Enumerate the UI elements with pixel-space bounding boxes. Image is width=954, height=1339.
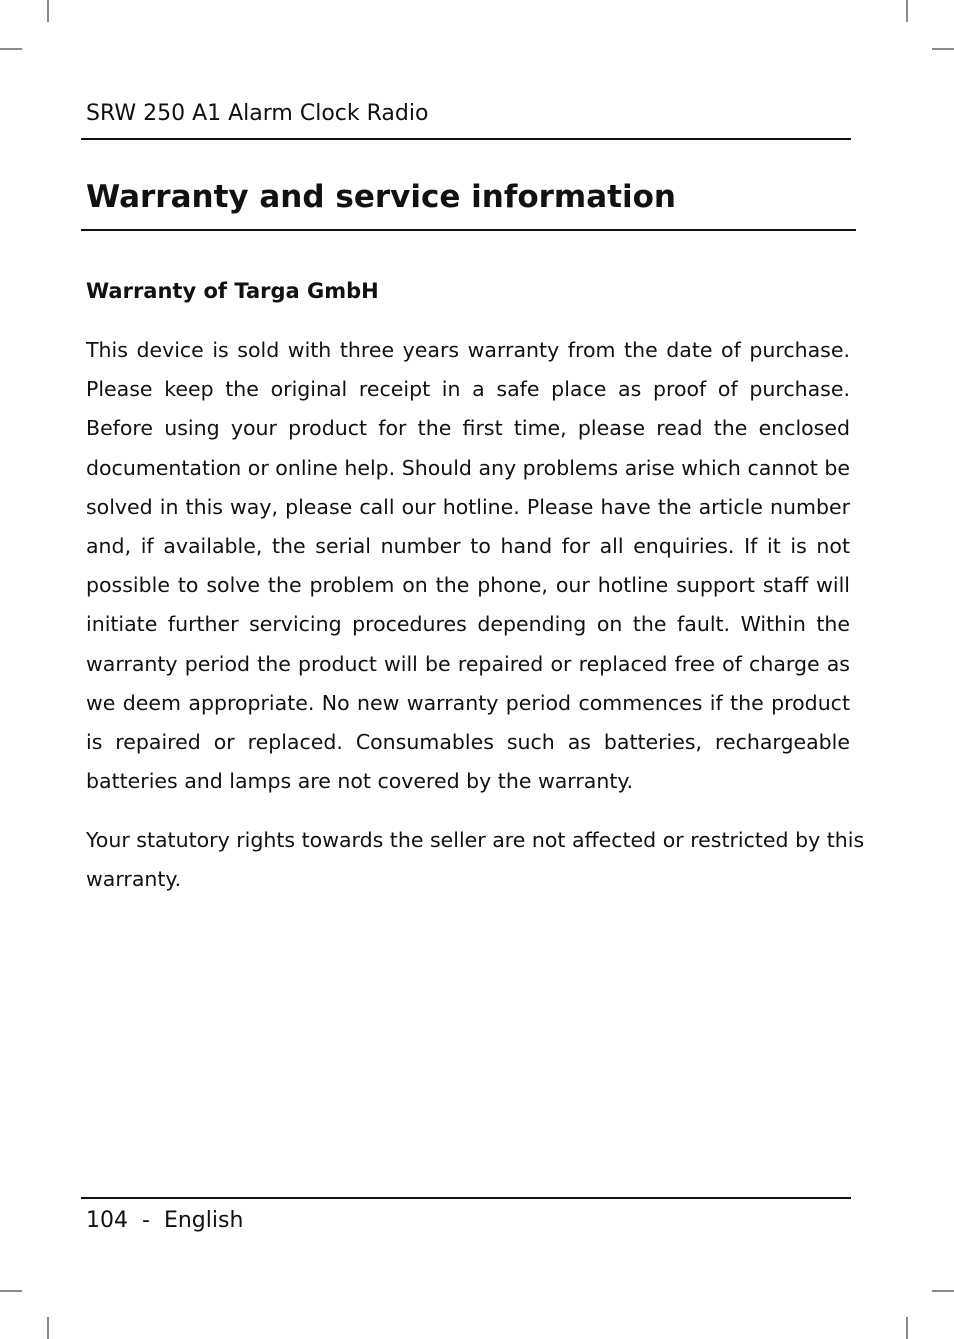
crop-mark-bottom-left-vertical [47, 1317, 49, 1339]
paragraph-line: we deem appropriate. No new warranty period commences if the product [86, 690, 850, 715]
paragraph-line: warranty period the product will be repaired or replaced free of charge as [86, 651, 850, 676]
crop-mark-bottom-left-horizontal [0, 1290, 22, 1292]
paragraph-line: documentation or online help. Should any problems arise which cannot be [86, 455, 850, 480]
crop-mark-top-right-horizontal [932, 48, 954, 50]
footer-language: English [163, 1208, 244, 1233]
paragraph-line: solved in this way, please call our hotline. Please have the article number [86, 494, 850, 519]
paragraph-line: initiate further servicing procedures depending on the fault. Within the [86, 612, 850, 637]
paragraph-line: is repaired or replaced. Consumables such as batteries, rechargeable [86, 730, 850, 755]
paragraph-line: Please keep the original receipt in a safe place as proof of purchase. [86, 377, 850, 402]
paragraph-line: Your statutory rights towards the seller are not affected or restricted by this [86, 828, 865, 852]
running-header: SRW 250 A1 Alarm Clock Radio [86, 101, 429, 126]
crop-mark-top-right-vertical [906, 0, 908, 22]
paragraph-line: Before using your product for the first time, please read the enclosed [86, 416, 850, 441]
title-rule [81, 229, 856, 231]
page-footer [86, 1206, 243, 1236]
statutory-rights-paragraph [86, 821, 865, 899]
paragraph-line: and, if available, the serial number to hand for all enquiries. If it is not [86, 534, 850, 559]
page-number: 104 [86, 1208, 128, 1233]
crop-mark-top-left-horizontal [0, 48, 22, 50]
header-rule [81, 138, 851, 140]
footer-rule [81, 1197, 851, 1199]
paragraph-line: This device is sold with three years warranty from the date of purchase. [86, 338, 850, 362]
crop-mark-bottom-right-horizontal [932, 1290, 954, 1292]
warranty-paragraph [86, 331, 850, 801]
crop-mark-bottom-right-vertical [906, 1317, 908, 1339]
subheading: Warranty of Targa GmbH [86, 279, 379, 303]
crop-mark-top-left-vertical [47, 0, 49, 22]
section-title: Warranty and service information [86, 179, 676, 215]
paragraph-line: warranty. [86, 867, 182, 892]
paragraph-line: batteries and lamps are not covered by the warranty. [86, 769, 634, 794]
paragraph-line: possible to solve the problem on the phone, our hotline support staff will [86, 573, 850, 598]
footer-separator: - [142, 1208, 150, 1233]
